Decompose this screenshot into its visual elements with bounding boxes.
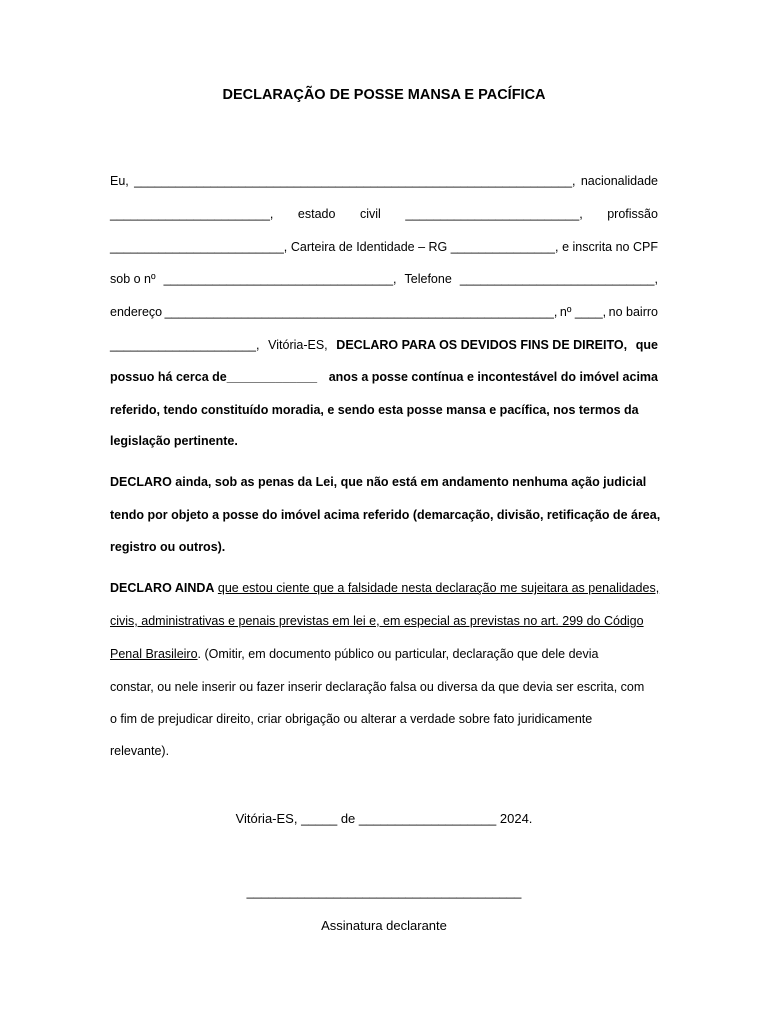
text-line: _________________________, Carteira de Identidade – RG _______________, e inscrita no CPF [110,240,658,254]
text-line: relevante). [110,744,170,758]
text-line: sob o nº _________________________________, Telefone ____________________________, [110,272,658,286]
text-line: endereço ________________________________________________________, nº ____, no bairro [110,305,658,319]
text-line: Eu, _______________________________________________________________, nacionalidade [110,174,658,188]
civil-status-blank: _________________________, [405,207,583,221]
phone-blank: ____________________________, [459,272,658,286]
address-blank: ________________________________________________________, [164,305,558,319]
text-line: possuo há cerca de_____________ anos a posse contínua e incontestável do imóvel acima [110,370,658,384]
signature-line: ______________________________________ [246,884,522,899]
text-line: DECLARO ainda, sob as penas da Lei, que não está em andamento nenhuma ação judicial [110,475,647,489]
text-line: civis, administrativas e penais previstas em lei e, em especial as previstas no art. 299 do Código [110,614,644,628]
signature-label: Assinatura declarante [321,918,447,933]
neighborhood-blank: _____________________, [110,338,260,352]
text-line: legislação pertinente. [110,434,238,448]
text-line: constar, ou nele inserir ou fazer inserir declaração falsa ou diversa da que devia ser escrita, com [110,680,645,694]
text-line: o fim de prejudicar direito, criar obrigação ou alterar a verdade sobre fato juridicamente [110,712,593,726]
profession-blank: _________________________, [110,240,288,254]
cpf-blank: _________________________________, [163,272,397,286]
text-line: Penal Brasileiro. (Omitir, em documento público ou particular, declaração que dele devia [110,647,599,661]
text-line: tendo por objeto a posse do imóvel acima referido (demarcação, divisão, retificação de área, [110,508,661,522]
text-line: DECLARO AINDA que estou ciente que a falsidade nesta declaração me sujeitara as penalidades, [110,581,660,595]
nationality-blank: _______________________, [110,207,274,221]
text-line: _______________________, estado civil _________________________, profissão [110,207,658,221]
text-line: _____________________, Vitória-ES, DECLARO PARA OS DEVIDOS FINS DE DIREITO, que [110,338,658,352]
text-line: referido, tendo constituído moradia, e sendo esta posse mansa e pacífica, nos termos da [110,403,639,417]
name-blank: _______________________________________________________________, [134,174,576,188]
text-line: registro ou outros). [110,540,226,554]
document-title: DECLARAÇÃO DE POSSE MANSA E PACÍFICA [222,87,546,103]
date-line: Vitória-ES, _____ de ___________________ 2024. [235,811,533,826]
